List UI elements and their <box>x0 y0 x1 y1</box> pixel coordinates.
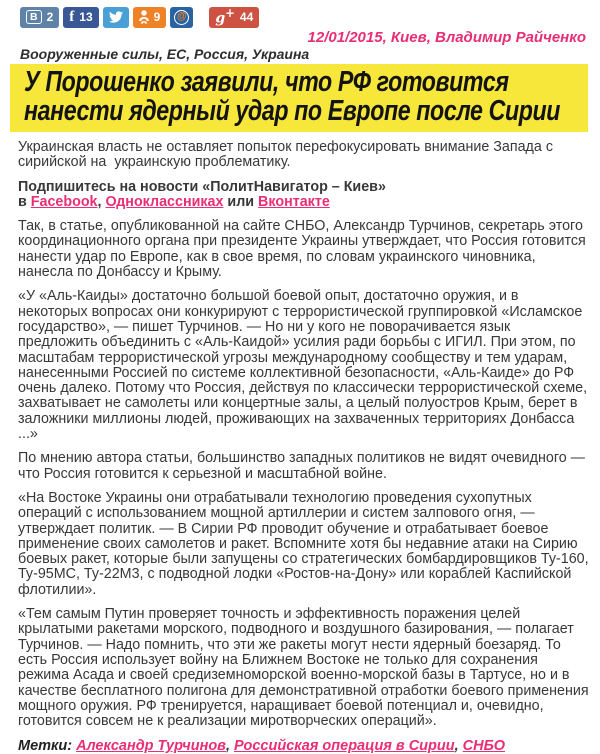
odnoklassniki-share-count: 9 <box>153 10 161 24</box>
tag-link-syria-operation[interactable]: Российская операция в Сирии <box>234 738 455 754</box>
facebook-icon: f <box>69 8 75 25</box>
article-title: У Порошенко заявили, что РФ готовится нанести ядерный удар по Европе после Сирии <box>24 66 561 127</box>
odnoklassniki-share-button[interactable] <box>133 7 167 28</box>
tag-separator: , <box>225 738 235 754</box>
date-author-line: 12/01/2015, Киев, Владимир Райченко <box>307 29 586 46</box>
body-paragraph: Так, в статье, опубликованной на сайте СНБО, Александр Турчинов, секретарь этого координационного органа при президенте Украины утверждает, что Россия готовится нанести удар по Европе, как в свое время, по словам украинского чиновника, нанесла по Донбассу и Крыму. <box>18 218 590 281</box>
tags-label: Метки: <box>18 738 77 754</box>
category-links[interactable]: Вооруженные силы, ЕС, Россия, Украина <box>20 46 310 62</box>
social-share-row <box>20 6 590 28</box>
subscribe-separator-or: или <box>223 193 259 210</box>
facebook-share-button[interactable] <box>63 7 98 28</box>
vk-share-count: 2 <box>46 10 54 24</box>
intro-paragraph: Украинская власть не оставляет попыток перефокусировать внимание Запада с сирийской на украинскую проблематику. <box>18 139 557 171</box>
googleplus-share-button[interactable] <box>209 7 259 28</box>
facebook-share-count: 13 <box>79 10 93 24</box>
subscribe-links-line <box>18 195 590 210</box>
body-paragraph: По мнению автора статьи, большинство западных политиков не видят очевидного — что Россия готовится к серьезной и масштабной войне. <box>18 450 589 482</box>
tags-line <box>18 738 590 754</box>
odnoklassniki-subscribe-link[interactable]: Одноклассниках <box>105 193 224 210</box>
twitter-bird-icon <box>109 10 123 24</box>
headline-highlight-band <box>10 64 588 132</box>
vk-share-button[interactable] <box>20 7 59 28</box>
mailru-share-button[interactable] <box>170 7 193 28</box>
twitter-share-button[interactable] <box>103 7 129 28</box>
tag-link-turchinov[interactable]: Александр Турчинов <box>76 738 226 754</box>
tag-link-snbo[interactable]: СНБО <box>462 738 505 754</box>
quote-paragraph: «На Востоке Украины они отрабатывали технологию проведения сухопутных операций с использованием мощной артиллерии и систем залпового огня, — утверждает политик. — В Сирии РФ проводит обучение и отрабатывает боевое применение своих самолетов и ракет. Вспомните хотя бы недавние атаки на Сирию боевых ракет, которые были запущены со стратегических бомбардировщиков Ту-160, Ту-95МС, Ту-22М3, с подводной лодки «Ростов-на-Дону» или кораблей Каспийской флотилии». <box>18 489 593 598</box>
vkontakte-subscribe-link[interactable]: Вконтакте <box>258 193 330 210</box>
googleplus-share-count: 44 <box>239 10 254 24</box>
subscribe-prefix: в <box>18 193 31 210</box>
subscribe-separator: , <box>97 193 106 210</box>
article-body <box>18 139 593 754</box>
subscribe-title: Подпишитесь на новости «ПолитНавигатор – Киев» <box>18 178 386 195</box>
quote-paragraph: «У «Аль-Каиды» достаточно большой боевой опыт, достаточно оружия, и в некоторых вопросах они конкурируют с террористической группировкой «Исламское государство», — пишет Турчинов. — Но ни у кого не поворачивается язык предложить объединить с «Аль-Каидой» усилия ради борьбы с ИГИЛ. При этом, по масштабам террористической угрозы международному сообществу и тем ударам, нанесенными Россией по системе коллективной безопасности, «Аль-Каиде» до РФ очень далеко. Потому что Россия, действуя по классически террористической схеме, захватывает не самолеты или концертные залы, а целый полуостров Крым, берет в заложники миллионы людей, проживающих на захваченных территориях Донбасса ...» <box>18 288 592 443</box>
tag-separator: , <box>454 738 463 754</box>
mailru-at-icon: @ <box>174 10 189 25</box>
odnoklassniki-person-icon <box>139 10 149 24</box>
googleplus-icon: g+ <box>215 6 235 27</box>
subscribe-block <box>18 180 590 211</box>
vk-icon: В <box>26 10 42 25</box>
quote-paragraph: «Тем самым Путин проверяет точность и эффективность поражения целей крылатыми ракетами морского, подводного и воздушного базирования, — полагает Турчинов. — Надо помнить, что эти же ракеты могут нести ядерный боезаряд. То есть Россия использует войну на Ближнем Востоке не только для сохранения режима Асада и своей средиземноморской военно-морской базы в Тартусе, но и в качестве бесплатного полигона для демонстративной отработки боевого применения мощного оружия. РФ тренируется, наращивает боевой потенциал и, очевидно, готовится совсем не к реализации миротворческих операций». <box>18 606 593 730</box>
facebook-subscribe-link[interactable]: Facebook <box>30 193 98 210</box>
